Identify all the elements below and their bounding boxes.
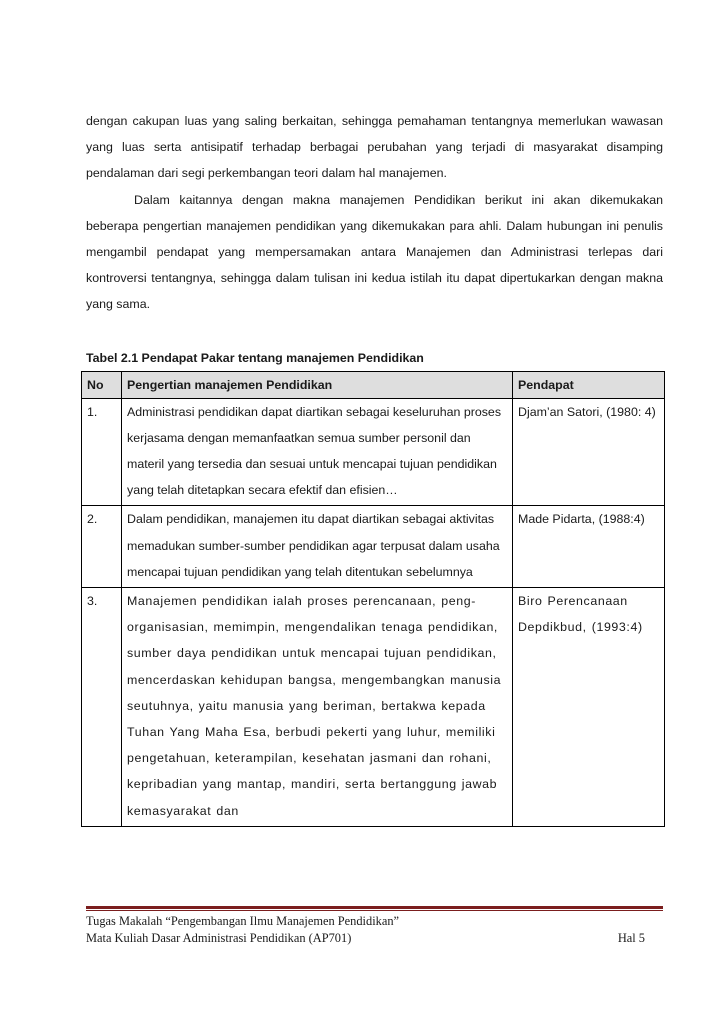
footer-rule-thick xyxy=(86,906,663,909)
page-footer xyxy=(86,906,663,947)
header-source: Pendapat xyxy=(513,371,665,398)
footer-page-number: Hal 5 xyxy=(617,931,645,945)
row-definition: Dalam pendidikan, manajemen itu dapat diartikan sebagai aktivitas memadukan sumber-sumber pendidikan agar terpusat dalam usaha mencapai tujuan pendidikan yang telah ditentukan sebelumnya xyxy=(122,506,513,588)
expert-opinion-table xyxy=(81,371,665,827)
paragraph-definitions-intro: Dalam kaitannya dengan makna manajemen Pendidikan berikut ini akan dikemukakan beberapa pengertian manajemen pendidikan yang dikemukakan para ahli. Dalam hubungan ini penulis mengambil pendapat yang mempersamakan antara Manajemen dan Administrasi terlepas dari kontroversi tentangnya, sehingga dalam tulisan ini kedua istilah itu dapat dipertukarkan dengan makna yang sama. xyxy=(86,192,663,312)
row-source: Djam’an Satori, (1980: 4) xyxy=(513,398,665,506)
header-definition: Pengertian manajemen Pendidikan xyxy=(122,371,513,398)
table-row xyxy=(82,506,665,588)
footer-course-name: Mata Kuliah Dasar Administrasi Pendidikan (AP701) xyxy=(86,931,352,945)
row-number: 1. xyxy=(82,398,122,506)
row-number: 2. xyxy=(82,506,122,588)
row-definition: Manajemen pendidikan ialah proses perencanaan, peng-organisasian, memimpin, mengendalikan tenaga pendidikan, sumber daya pendidikan untuk mencapai tujuan pendidikan, mencerdaskan kehidupan bangsa, mengembangkan manusia seutuhnya, yaitu manusia yang beriman, bertakwa kepada Tuhan Yang Maha Esa, berbudi pekerti yang luhur, memiliki pengetahuan, keterampilan, kesehatan jasmani dan rohani, kepribadian yang mantap, mandiri, serta bertanggung jawab kemasyarakat dan xyxy=(122,588,513,827)
row-source: Made Pidarta, (1988:4) xyxy=(513,506,665,588)
footer-text xyxy=(86,913,663,947)
document-page xyxy=(86,108,663,827)
table-row xyxy=(82,398,665,506)
row-source: Biro Perencanaan Depdikbud, (1993:4) xyxy=(513,588,665,827)
table-caption: Tabel 2.1 Pendapat Pakar tentang manajemen Pendidikan xyxy=(86,350,424,365)
table-row xyxy=(82,588,665,827)
footer-rule-thin xyxy=(86,910,663,911)
row-number: 3. xyxy=(82,588,122,827)
paragraph-continuation: dengan cakupan luas yang saling berkaitan, sehingga pemahaman tentangnya memerlukan wawasan yang luas serta antisipatif terhadap berbagai perubahan yang terjadi di masyarakat disamping pendalaman dari segi perkembangan teori dalam hal manajemen. xyxy=(86,114,663,181)
table-header-row xyxy=(82,371,665,398)
footer-assignment-title: Tugas Makalah “Pengembangan Ilmu Manajemen Pendidikan” xyxy=(86,914,400,928)
row-definition: Administrasi pendidikan dapat diartikan sebagai keseluruhan proses kerjasama dengan memanfaatkan semua sumber personil dan materil yang tersedia dan sesuai untuk mencapai tujuan pendidikan yang telah ditetapkan secara efektif dan efisien… xyxy=(122,398,513,506)
header-no: No xyxy=(82,371,122,398)
footer-course-row xyxy=(86,930,663,947)
